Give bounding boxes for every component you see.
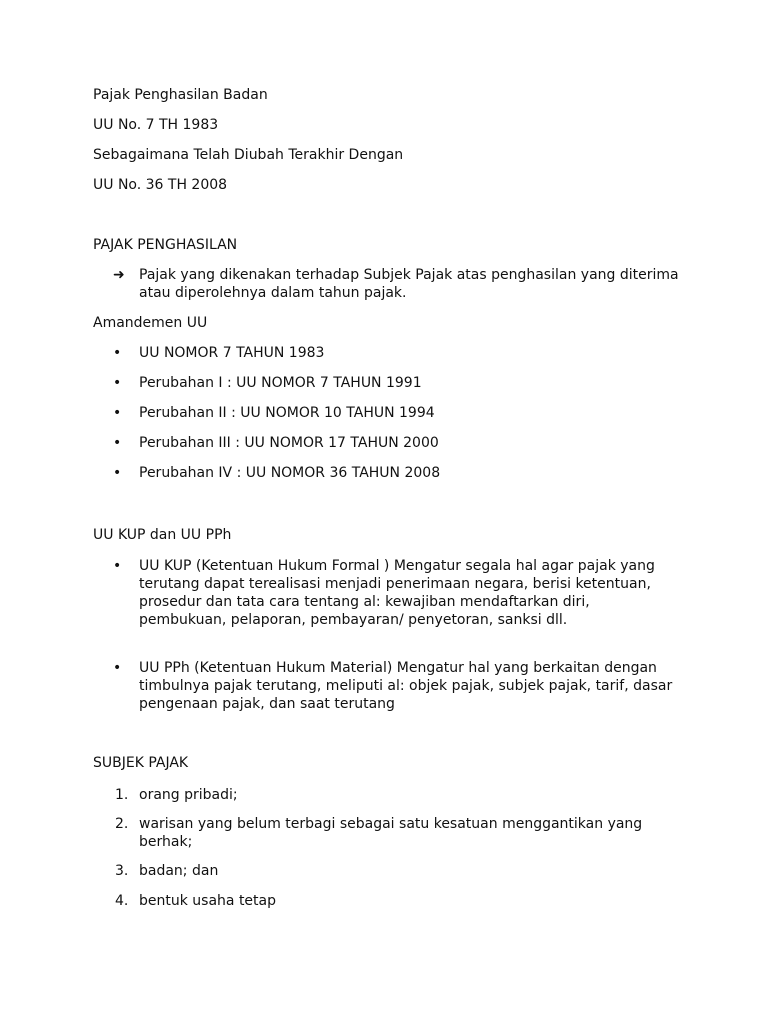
list-item-text: Perubahan IV : UU NOMOR 36 TAHUN 2008: [139, 465, 441, 481]
amendment-note: Sebagaimana Telah Diubah Terakhir Dengan: [93, 147, 404, 163]
section-heading-pajak-penghasilan: PAJAK PENGHASILAN: [93, 237, 238, 253]
law-reference: UU No. 7 TH 1983: [93, 117, 219, 133]
list-item-text: orang pribadi;: [139, 787, 238, 803]
list-item-text: Perubahan II : UU NOMOR 10 TAHUN 1994: [139, 405, 435, 421]
bullet-icon: •: [113, 558, 122, 574]
bullet-icon: •: [113, 405, 122, 421]
bullet-icon: •: [113, 375, 122, 391]
arrow-icon: ➜: [113, 267, 125, 283]
bullet-icon: •: [113, 465, 122, 481]
list-item-text: Perubahan I : UU NOMOR 7 TAHUN 1991: [139, 375, 422, 391]
bullet-icon: •: [113, 435, 122, 451]
list-number: 4.: [115, 893, 129, 909]
bullet-icon: •: [113, 660, 122, 676]
bullet-icon: •: [113, 345, 122, 361]
list-item-text: UU KUP (Ketentuan Hukum Formal ) Mengatur segala hal agar pajak yang terutang dapat terealisasi menjadi penerimaan negara, berisi ketentuan, prosedur dan tata cara tentang al: kewajiban mendaftarkan diri, pembukuan, pelaporan, pembayaran/ penyetoran, sanksi dll.: [139, 558, 655, 628]
list-number: 2.: [115, 816, 129, 832]
section-heading-subjek-pajak: SUBJEK PAJAK: [93, 755, 189, 771]
section-heading-kup-pph: UU KUP dan UU PPh: [93, 527, 232, 543]
list-item-text: UU NOMOR 7 TAHUN 1983: [139, 345, 325, 361]
list-item-text: Perubahan III : UU NOMOR 17 TAHUN 2000: [139, 435, 439, 451]
doc-title: Pajak Penghasilan Badan: [93, 87, 268, 103]
list-number: 1.: [115, 787, 129, 803]
list-item-text: warisan yang belum terbagi sebagai satu kesatuan menggantikan yang berhak;: [139, 816, 643, 850]
list-number: 3.: [115, 863, 129, 879]
list-item-text: bentuk usaha tetap: [139, 893, 276, 909]
list-item-text: UU PPh (Ketentuan Hukum Material) Mengatur hal yang berkaitan dengan timbulnya pajak terutang, meliputi al: objek pajak, subjek pajak, tarif, dasar pengenaan pajak, dan saat terutang: [139, 660, 673, 712]
law-reference-latest: UU No. 36 TH 2008: [93, 177, 228, 193]
section-heading-amandemen: Amandemen UU: [93, 315, 208, 331]
definition-text: Pajak yang dikenakan terhadap Subjek Pajak atas penghasilan yang diterima atau diperolehnya dalam tahun pajak.: [139, 267, 679, 301]
list-item-text: badan; dan: [139, 863, 219, 879]
